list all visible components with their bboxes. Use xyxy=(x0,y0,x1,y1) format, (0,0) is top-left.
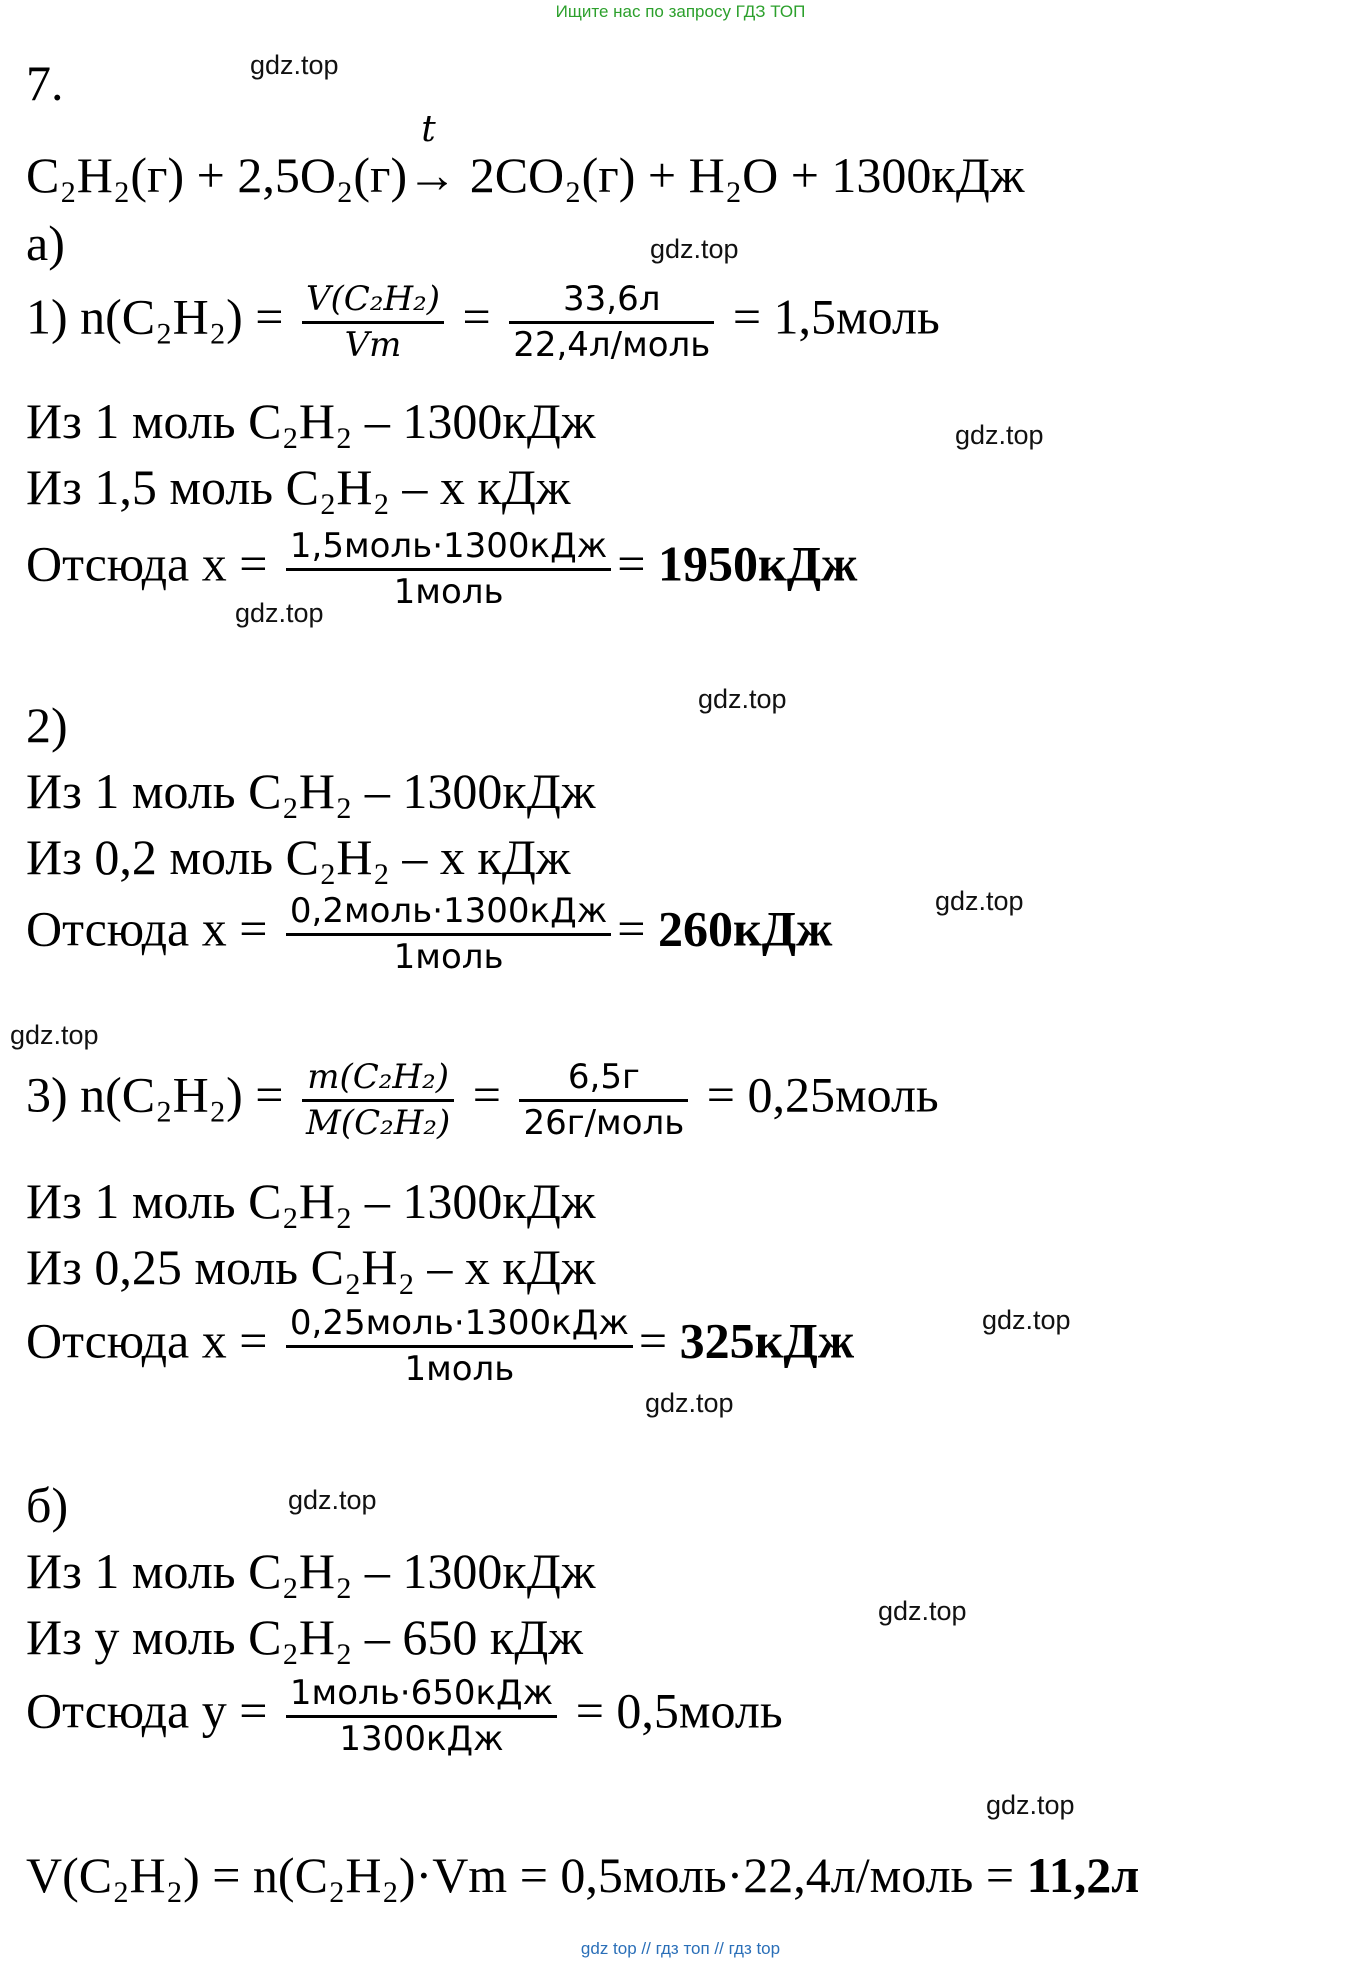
final-answer: 11,2л xyxy=(1026,1847,1140,1903)
fraction: $\frac{\text{1моль·650кДж}}{\text{1300кДж}}$ xyxy=(286,1672,557,1760)
proportion-line: Из 1 моль C₂H₂ – 1300кДж xyxy=(26,1543,596,1599)
answer: 325кДж xyxy=(679,1312,855,1369)
footer: gdz top // гдз топ // гдз top xyxy=(580,1939,781,1958)
proportion-line: Из 1 моль C₂H₂ – 1300кДж xyxy=(26,763,596,819)
watermark: gdz.top xyxy=(235,598,324,628)
watermark: gdz.top xyxy=(698,684,787,714)
fraction: $\frac{33,6л}{\text{22,4л/моль}}$ xyxy=(509,278,714,366)
step2-label: 2) xyxy=(26,697,68,753)
reaction-equation xyxy=(26,109,1025,203)
proportion-line: Из 1 моль C₂H₂ – 1300кДж xyxy=(26,1173,596,1229)
proportion-line: Из 0,2 моль C₂H₂ – х кДж xyxy=(26,829,571,885)
proportion-line: Из 0,25 моль C₂H₂ – х кДж xyxy=(26,1239,596,1295)
top-banner: Ищите нас по запросу ГДЗ ТОП xyxy=(555,2,806,21)
proportion-line: Из 1 моль C₂H₂ – 1300кДж xyxy=(26,393,596,449)
watermark: gdz.top xyxy=(982,1305,1071,1335)
watermark: gdz.top xyxy=(10,1020,99,1050)
products: 2CO₂(г) + H₂O + 1300кДж xyxy=(469,147,1025,203)
part-a-label: а) xyxy=(26,215,65,271)
heating-condition: t xyxy=(421,109,436,150)
fraction: $\frac{\text{m(C₂H₂)}}{\text{M(C₂H₂)}}$ xyxy=(302,1056,454,1144)
reaction-arrow: t → xyxy=(407,109,458,203)
watermark: gdz.top xyxy=(955,420,1044,450)
watermark: gdz.top xyxy=(878,1596,967,1626)
reactants: C₂H₂(г) + 2,5O₂(г) xyxy=(26,147,408,203)
watermark: gdz.top xyxy=(288,1485,377,1515)
watermark: gdz.top xyxy=(645,1388,734,1418)
final-volume-calc: V(C₂H₂) = n(C₂H₂)·Vm = 0,5моль·22,4л/моль = 11,2л xyxy=(26,1847,1140,1903)
step2-result: Отсюда х = $\frac{\text{0,2моль·1300кДж}}{\text{1моль}}$ = 260кДж xyxy=(26,891,833,977)
step3-result: Отсюда х = $\frac{\text{0,25моль·1300кДж}}{\text{1моль}}$ = 325кДж xyxy=(26,1303,855,1389)
step3-mole-calc: 3) n(C₂H₂) = $\frac{\text{m(C₂H₂)}}{\text{M(C₂H₂)}}$ = $\frac{6,5г}{\text{26г/моль}}$ = 0,25моль xyxy=(26,1057,939,1143)
fraction: $\frac{6,5г}{\text{26г/моль}}$ xyxy=(519,1056,688,1144)
fraction: $\frac{\text{1,5моль·1300кДж}}{\text{1моль}}$ xyxy=(286,525,611,613)
proportion-line: Из у моль C₂H₂ – 650 кДж xyxy=(26,1609,583,1665)
fraction: $\frac{\text{V(C₂H₂)}}{Vm}$ xyxy=(302,278,444,366)
task-number: 7. xyxy=(26,55,64,111)
proportion-line: Из 1,5 моль C₂H₂ – х кДж xyxy=(26,459,571,515)
watermark: gdz.top xyxy=(250,50,339,80)
step1-result: Отсюда х = $\frac{\text{1,5моль·1300кДж}}{\text{1моль}}$ = 1950кДж xyxy=(26,526,858,612)
part-b-result: Отсюда у = $\frac{\text{1моль·650кДж}}{\text{1300кДж}}$ = 0,5моль xyxy=(26,1673,783,1759)
fraction: $\frac{\text{0,25моль·1300кДж}}{\text{1моль}}$ xyxy=(286,1302,633,1390)
answer: 260кДж xyxy=(657,900,833,957)
fraction: $\frac{\text{0,2моль·1300кДж}}{\text{1моль}}$ xyxy=(286,890,611,978)
answer: 1950кДж xyxy=(657,535,858,592)
watermark: gdz.top xyxy=(935,886,1024,916)
step1-mole-calc: 1) n(C₂H₂) = $\frac{\text{V(C₂H₂)}}{Vm}$ = $\frac{33,6л}{\text{22,4л/моль}}$ = 1,5моль xyxy=(26,279,940,365)
watermark: gdz.top xyxy=(986,1790,1075,1820)
part-b-label: б) xyxy=(26,1477,69,1533)
watermark: gdz.top xyxy=(650,234,739,264)
